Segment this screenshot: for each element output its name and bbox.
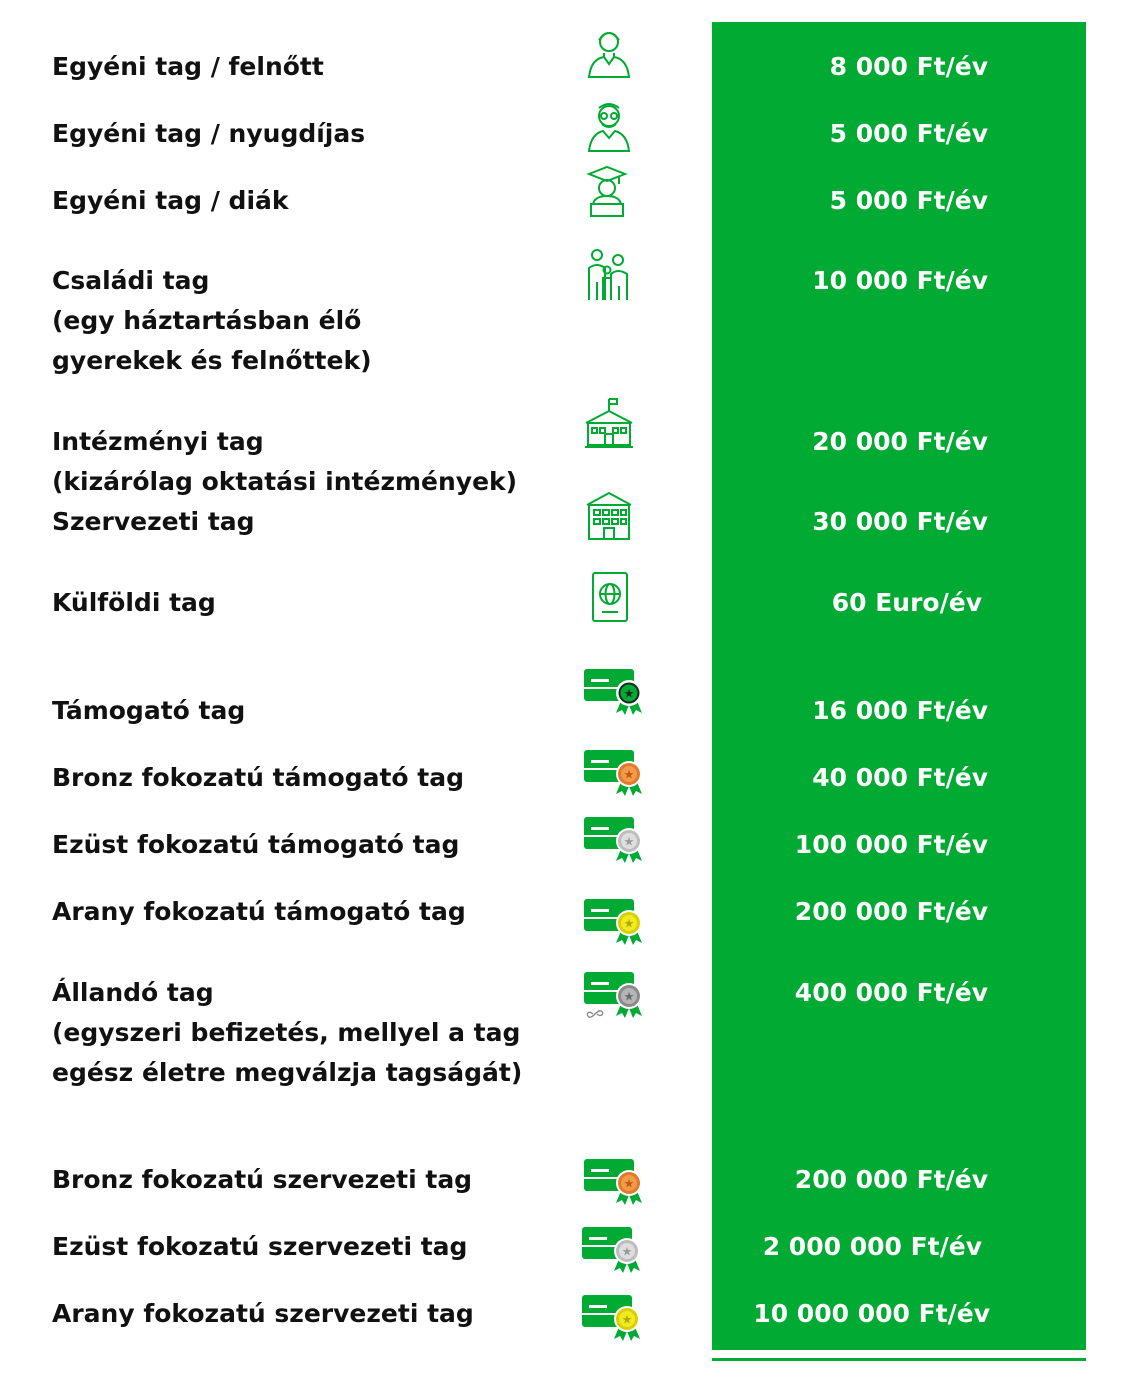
price-gold-supporter: 200 000 Ft/év: [794, 897, 988, 926]
card-green-badge-icon: [584, 667, 646, 715]
price-student: 5 000 Ft/év: [829, 186, 988, 215]
student-graduate-icon: [585, 164, 629, 218]
row-label-gold-organization: Arany fokozatú szervezeti tag: [52, 1299, 474, 1328]
card-gold-badge-icon: [584, 897, 646, 945]
svg-text:★: ★: [623, 767, 635, 782]
svg-text:★: ★: [623, 686, 635, 701]
row-label-adult: Egyéni tag / felnőtt: [52, 52, 324, 81]
bottom-rule: [712, 1358, 1086, 1361]
row-label-foreign: Külföldi tag: [52, 588, 216, 617]
svg-text:★: ★: [621, 1244, 633, 1259]
row-label-bronze-organization: Bronz fokozatú szervezeti tag: [52, 1165, 473, 1194]
svg-text:★: ★: [623, 916, 635, 931]
card-bronze-badge-icon: [584, 1157, 646, 1205]
svg-text:★: ★: [623, 834, 635, 849]
row-label-bronze-supporter: Bronz fokozatú támogató tag: [52, 763, 465, 792]
card-silver-badge-icon: [582, 1225, 644, 1273]
senior-person-icon: [585, 98, 633, 152]
card-gold-badge-icon: [582, 1293, 644, 1341]
svg-text:★: ★: [621, 1312, 633, 1327]
row-label-family: Családi tag (egy háztartásban élő gyerekek és felnőttek): [52, 266, 372, 375]
row-label-senior: Egyéni tag / nyugdíjas: [52, 119, 366, 148]
price-adult: 8 000 Ft/év: [829, 52, 988, 81]
row-label-institution: Intézményi tag (kizárólag oktatási intézmények): [52, 427, 518, 496]
price-family: 10 000 Ft/év: [812, 266, 988, 295]
row-label-student: Egyéni tag / diák: [52, 186, 289, 215]
price-foreign: 60 Euro/év: [831, 588, 982, 617]
row-label-gold-supporter: Arany fokozatú támogató tag: [52, 897, 466, 926]
row-label-silver-supporter: Ezüst fokozatú támogató tag: [52, 830, 460, 859]
svg-text:★: ★: [623, 989, 635, 1004]
price-bronze-supporter: 40 000 Ft/év: [812, 763, 988, 792]
school-building-icon: [584, 397, 634, 449]
card-bronze-badge-icon: [584, 748, 646, 796]
card-infinity-badge-icon: [584, 970, 646, 1020]
price-silver-supporter: 100 000 Ft/év: [794, 830, 988, 859]
svg-text:★: ★: [623, 1176, 635, 1191]
price-panel: [712, 22, 1086, 1350]
price-permanent: 400 000 Ft/év: [794, 978, 988, 1007]
row-label-supporter: Támogató tag: [52, 696, 246, 725]
adult-person-icon: [585, 26, 633, 78]
row-label-silver-organization: Ezüst fokozatú szervezeti tag: [52, 1232, 468, 1261]
row-label-permanent: Állandó tag (egyszeri befizetés, mellyel a tag egész életre megválzja tagságát): [52, 978, 523, 1087]
price-supporter: 16 000 Ft/év: [812, 696, 988, 725]
price-gold-organization: 10 000 000 Ft/év: [753, 1299, 990, 1328]
price-institution: 20 000 Ft/év: [812, 427, 988, 456]
price-bronze-organization: 200 000 Ft/év: [794, 1165, 988, 1194]
row-label-organization: Szervezeti tag: [52, 507, 255, 536]
price-senior: 5 000 Ft/év: [829, 119, 988, 148]
card-silver-badge-icon: [584, 815, 646, 863]
price-organization: 30 000 Ft/év: [812, 507, 988, 536]
family-icon: [583, 248, 633, 302]
office-building-icon: [585, 491, 633, 541]
price-silver-organization: 2 000 000 Ft/év: [762, 1232, 982, 1261]
passport-icon: [590, 570, 630, 624]
